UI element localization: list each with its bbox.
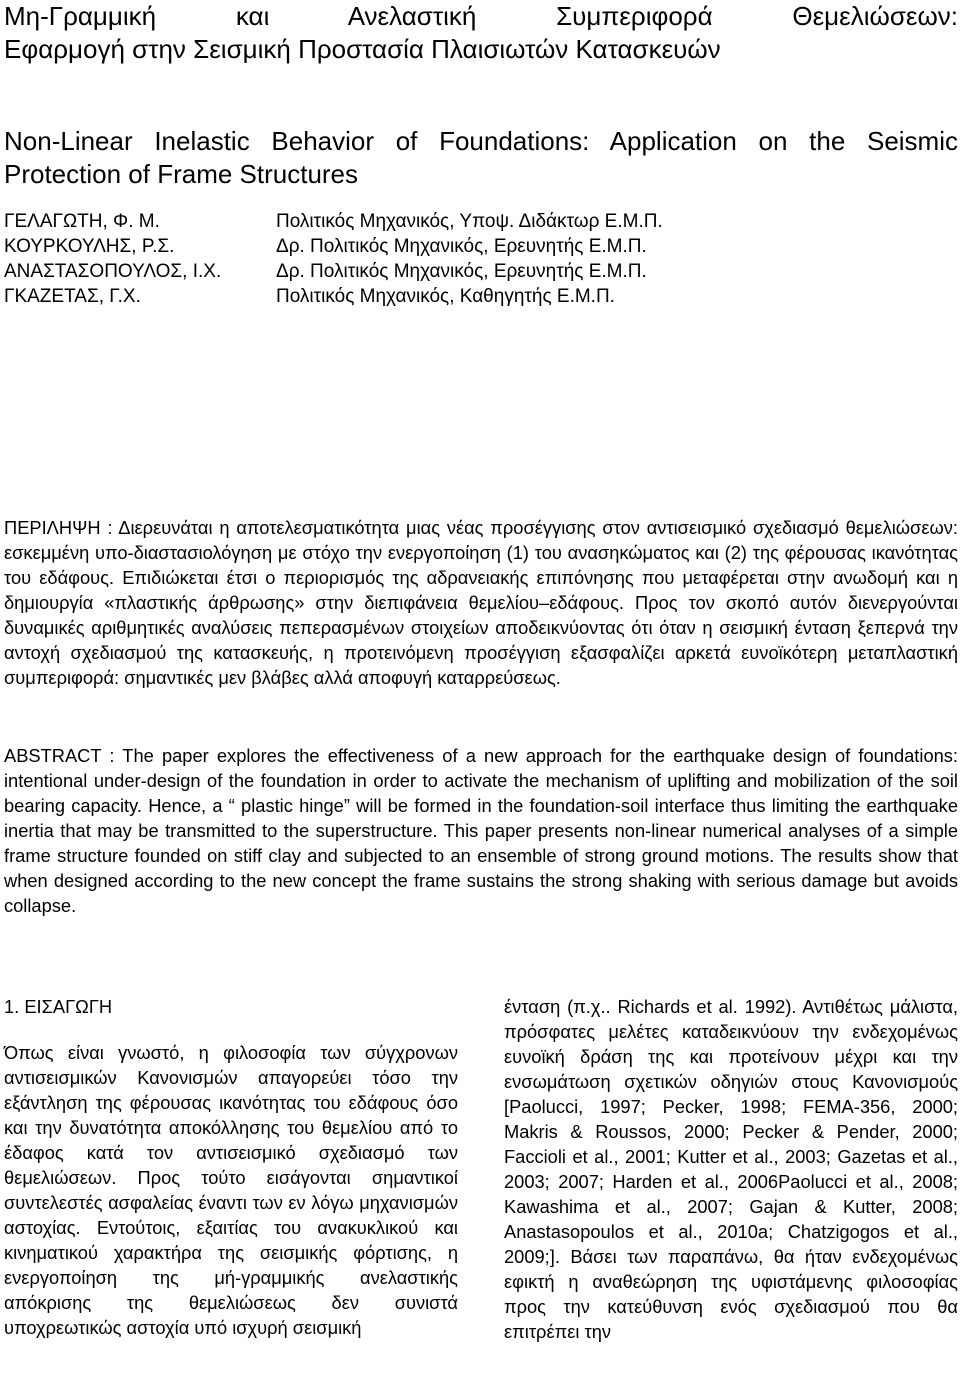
- english-title: [4, 125, 958, 191]
- english-title-line-2: Protection of Frame Structures: [4, 159, 359, 189]
- author-affiliation: Πολιτικός Μηχανικός, Καθηγητής Ε.Μ.Π.: [276, 286, 615, 307]
- author-name: ΓΕΛΑΓΩΤΗ, Φ. Μ.: [4, 211, 160, 232]
- english-title-line-1: Non-Linear Inelastic Behavior of Foundations: Application on the Seismic: [4, 126, 958, 156]
- section-heading: 1. ΕΙΣΑΓΩΓΗ: [4, 996, 113, 1017]
- greek-title: [4, 0, 958, 66]
- author-name: ΑΝΑΣΤΑΣΟΠΟΥΛΟΣ, Ι.Χ.: [4, 261, 222, 282]
- author-affiliations: [276, 209, 663, 309]
- author-name: ΓΚΑΖΕΤΑΣ, Γ.Χ.: [4, 286, 141, 307]
- author-affiliation: Δρ. Πολιτικός Μηχανικός, Ερευνητής Ε.Μ.Π.: [276, 261, 647, 282]
- right-column: [504, 994, 958, 1344]
- greek-title-line-1: Μη-Γραμμική και Ανελαστική Συμπεριφορά Θεμελιώσεων:: [4, 1, 958, 31]
- intro-paragraph-left: Όπως είναι γνωστό, η φιλοσοφία των σύγχρονων αντισεισμικών Κανονισμών απαγορεύει τόσο την εξάντληση της φέρουσας ικανότητας του εδάφους όσο και την δυνατότητα αποκόλλησης του θεμελίου από το έδαφος κατά τον αντισεισμικό σχεδιασμό των θεμελιώσεων. Προς τούτο εισάγονται σημαντικοί συντελεστές ασφαλείας έναντι των εν λόγω μηχανισμών αστοχίας. Εντούτοις, εξαιτίας του ανακυκλικού και κινηματικού χαρακτήρα της σεισμικής φόρτισης, η ενεργοποίηση της μή-γραμμικής ανελαστικής απόκρισης της θεμελιώσεως δεν συνιστά υποχρεωτικώς αστοχία υπό ισχυρή σεισμική: [4, 1042, 458, 1338]
- greek-title-line-2: Εφαρμογή στην Σεισμική Προστασία Πλαισιωτών Κατασκευών: [4, 34, 721, 64]
- left-column: [4, 994, 458, 1340]
- english-abstract: ABSTRACT : The paper explores the effectiveness of a new approach for the earthquake design of foundations: intentional under-design of the foundation in order to activate the mechanism of uplifting and mobilization of the soil bearing capacity. Hence, a “ plastic hinge” will be formed in the foundation-soil interface thus limiting the earthquake inertia that may be transmitted to the superstructure. This paper presents non-linear numerical analyses of a simple frame structure founded on stiff clay and subjected to an ensemble of strong ground motions. The results show that when designed according to the new concept the frame sustains the strong shaking with serious damage but avoids collapse.: [4, 745, 958, 916]
- greek-abstract: ΠΕΡΙΛΗΨΗ : Διερευνάται η αποτελεσματικότητα μιας νέας προσέγγισης στον αντισεισμικό σχεδιασμό θεμελιώσεων: εσκεμμένη υπο-διαστασιολόγηση με στόχο την ενεργοποίηση (1) του ανασηκώματος και (2) της φέρουσας ικανότητας του εδάφους. Επιδιώκεται έτσι ο περιορισμός της αδρανειακής επιπόνησης που μεταφέρεται στην ανωδομή και η δημιουργία «πλαστικής άρθρωσης» στην διεπιφάνεια θεμελίου–εδάφους. Προς τον σκοπό αυτόν διενεργούνται δυναμικές αριθμητικές αναλύσεις πεπερασμένων στοιχείων αποδεικνύοντας ότι όταν η σεισμική ένταση ξεπερνά την αντοχή σχεδιασμού της κατασκευής, η προτεινόμενη προσέγγιση εξασφαλίζει αρκετά ευνοϊκότερη μεταπλαστική συμπεριφορά: σημαντικές μεν βλάβες αλλά αποφυγή καταρρεύσεως.: [4, 517, 958, 688]
- author-affiliation: Πολιτικός Μηχανικός, Υποψ. Διδάκτωρ Ε.Μ.Π.: [276, 211, 663, 232]
- author-names: [4, 209, 221, 309]
- intro-paragraph-right: ένταση (π.χ.. Richards et al. 1992). Αντιθέτως μάλιστα, πρόσφατες μελέτες καταδεικνύουν την ενδεχομένως ευνοϊκή δράση της και προτείνουν μέχρι και την ενσωμάτωση σχετικών οδηγιών στους Κανονισμούς [Paolucci, 1997; Pecker, 1998; FEMA-356, 2000; Makris & Roussos, 2000; Pecker & Pender, 2000; Faccioli et al., 2001; Kutter et al., 2003; Gazetas et al., 2003; 2007; Harden et al., 2006Paolucci et al., 2008; Kawashima et al., 2007; Gajan & Kutter, 2008; Anastasopoulos et al., 2010a; Chatzigogos et al., 2009;]. Βάσει των παραπάνω, θα ήταν ενδεχομένως εφικτή η αναθεώρηση της υφιστάμενης φιλοσοφίας προς την κατεύθυνση ενός σχεδιασμού που θα επιτρέπει την: [504, 996, 958, 1342]
- author-name: ΚΟΥΡΚΟΥΛΗΣ, Ρ.Σ.: [4, 236, 175, 257]
- author-affiliation: Δρ. Πολιτικός Μηχανικός, Ερευνητής Ε.Μ.Π.: [276, 236, 647, 257]
